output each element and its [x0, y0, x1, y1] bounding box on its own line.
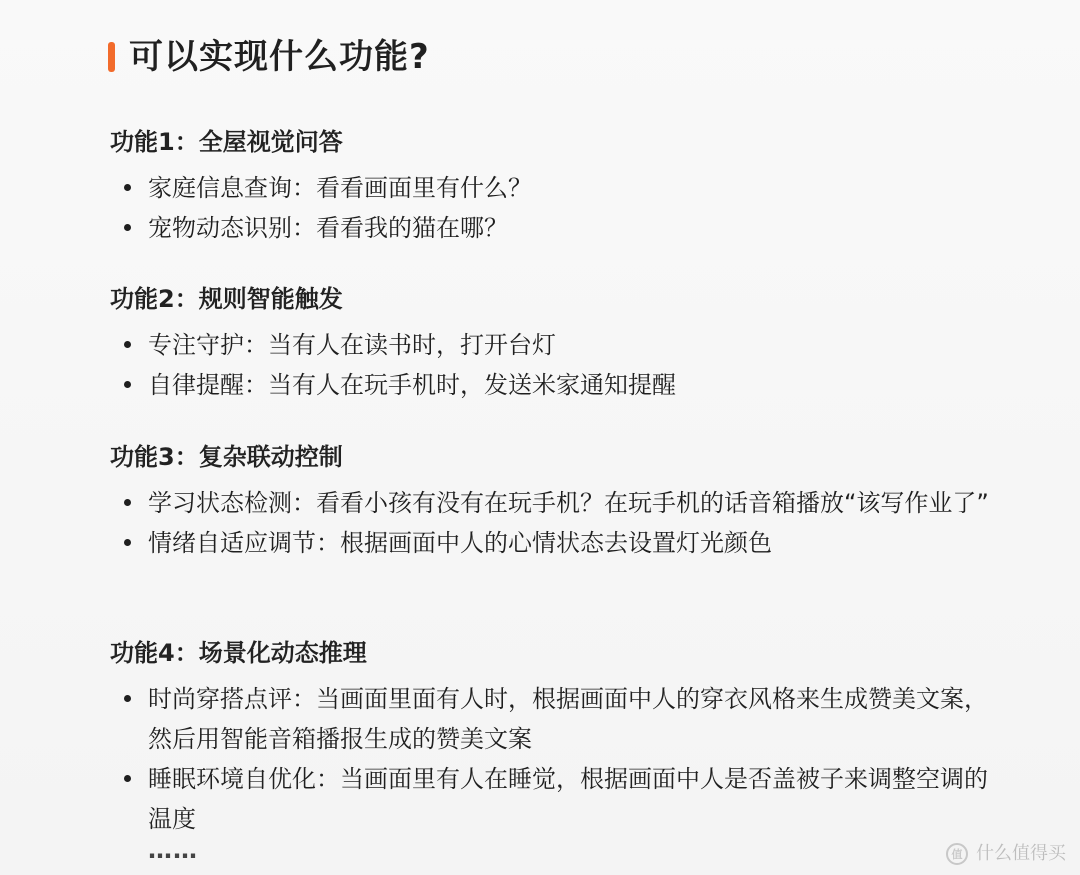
feature-heading: 功能1：全屋视觉问答 [110, 128, 343, 156]
feature-bullet [110, 759, 990, 839]
feature-bullet-text: 时尚穿搭点评：当画面里面有人时，根据画面中人的穿衣风格来生成赞美文案，然后用智能音箱播报生成的赞美文案 [148, 685, 988, 753]
watermark-text: 什么值得买 [976, 843, 1066, 864]
page-title-row [108, 34, 430, 80]
bullet-dot-icon [124, 499, 131, 506]
feature-bullet [110, 483, 990, 523]
feature-section-1 [110, 126, 990, 248]
bullet-dot-icon [124, 539, 131, 546]
feature-bullet [110, 365, 990, 405]
feature-bullet-text: 家庭信息查询：看看画面里有什么？ [148, 174, 532, 202]
feature-section-4 [110, 637, 990, 839]
page-title: 可以实现什么功能? [129, 37, 430, 77]
feature-bullet [110, 168, 990, 208]
feature-section-3 [110, 441, 990, 563]
feature-heading: 功能4：场景化动态推理 [110, 639, 367, 667]
feature-bullet-text: 自律提醒：当有人在玩手机时，发送米家通知提醒 [148, 371, 676, 399]
feature-bullet [110, 208, 990, 248]
feature-bullet-text: 专注守护：当有人在读书时，打开台灯 [148, 331, 556, 359]
bullet-dot-icon [124, 341, 131, 348]
site-watermark [946, 843, 1066, 865]
bullet-dot-icon [124, 184, 131, 191]
watermark-logo-icon: 值 [946, 843, 968, 865]
feature-bullet [110, 523, 990, 563]
feature-bullet [110, 325, 990, 365]
bullet-dot-icon [124, 775, 131, 782]
continuation-ellipsis: …… [148, 836, 198, 864]
feature-heading: 功能3：复杂联动控制 [110, 443, 343, 471]
feature-heading: 功能2：规则智能触发 [110, 285, 343, 313]
bullet-dot-icon [124, 224, 131, 231]
feature-section-2 [110, 283, 990, 405]
feature-bullet-text: 学习状态检测：看看小孩有没有在玩手机？在玩手机的话音箱播放“该写作业了” [148, 489, 989, 517]
feature-bullet-text: 宠物动态识别：看看我的猫在哪？ [148, 214, 508, 242]
feature-bullet [110, 679, 990, 759]
feature-bullet-text: 睡眠环境自优化：当画面里有人在睡觉，根据画面中人是否盖被子来调整空调的温度 [148, 765, 988, 833]
feature-bullet-text: 情绪自适应调节：根据画面中人的心情状态去设置灯光颜色 [148, 529, 772, 557]
bullet-dot-icon [124, 381, 131, 388]
title-accent-bar [108, 42, 115, 72]
bullet-dot-icon [124, 695, 131, 702]
